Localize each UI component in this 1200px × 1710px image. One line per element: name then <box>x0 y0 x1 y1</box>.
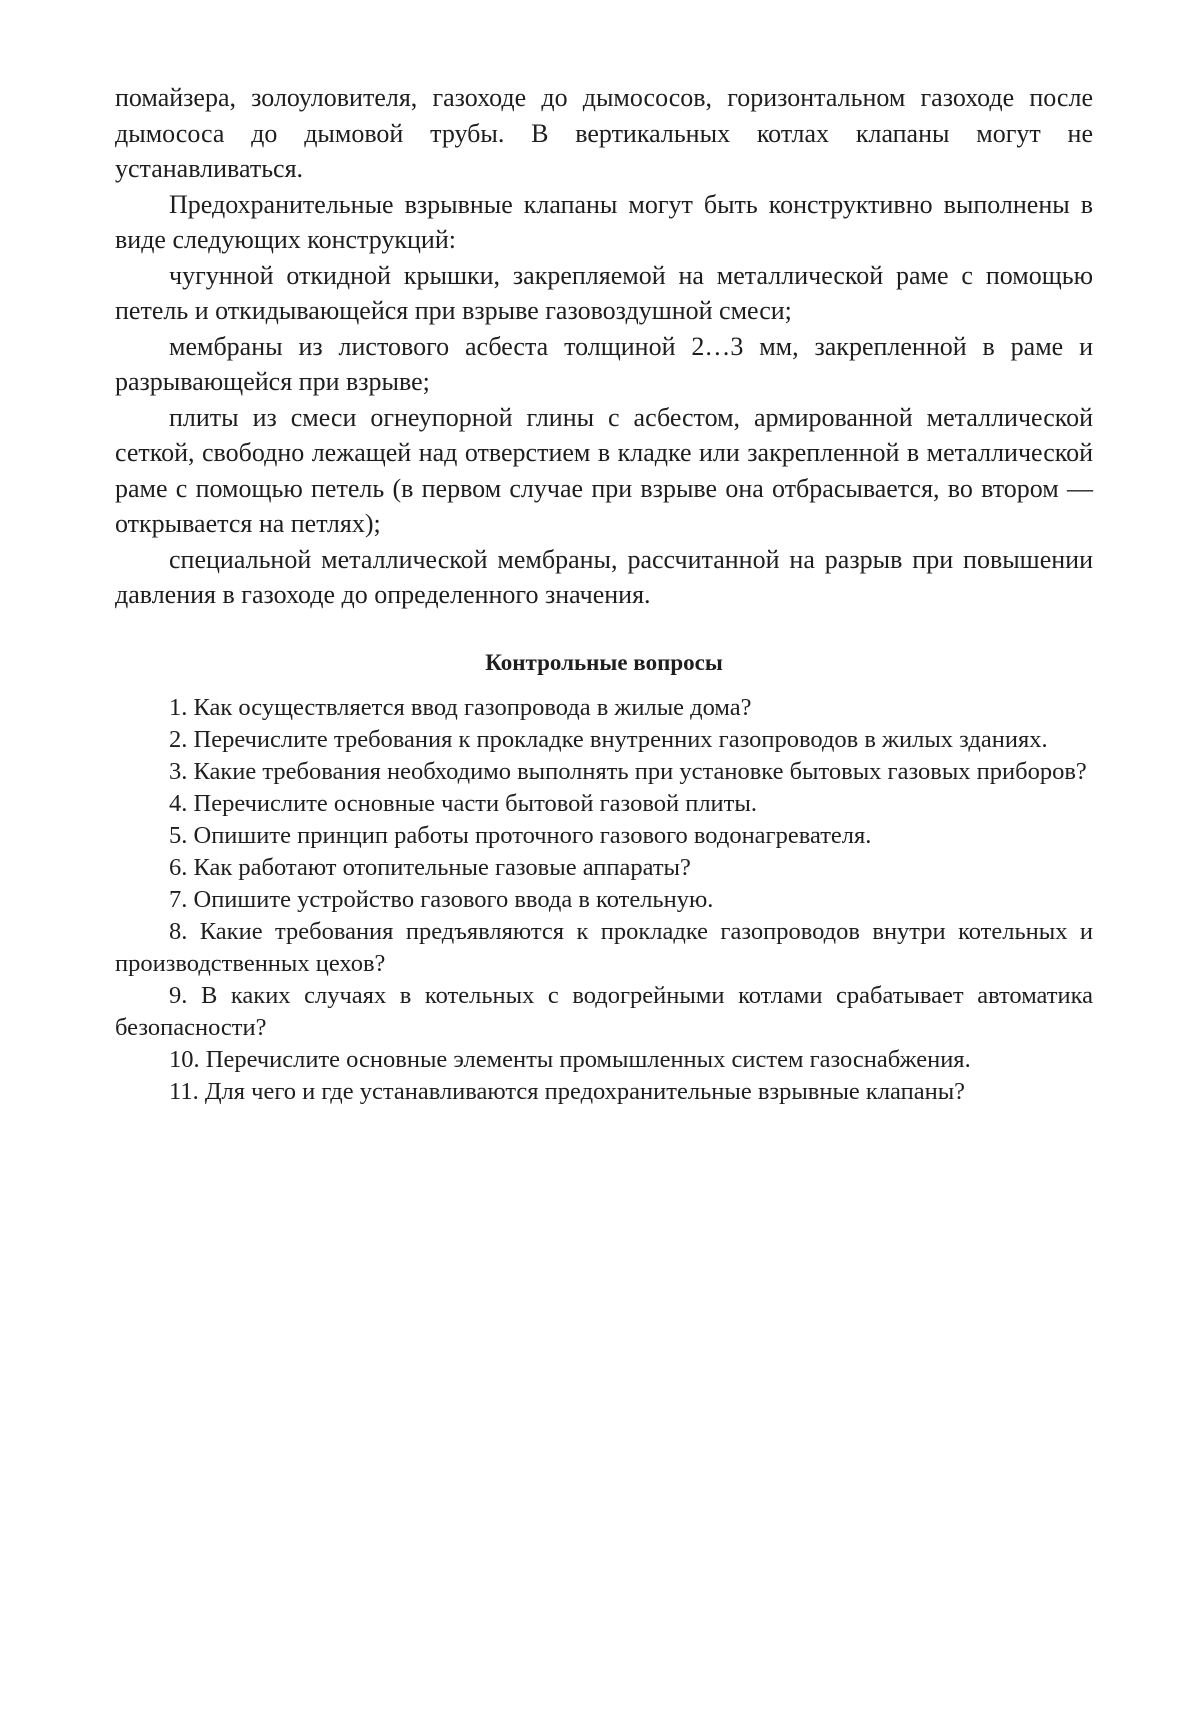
question-item: 9. В каких случаях в котельных с водогрейными котлами срабатывает автоматика безопасности? <box>115 981 1093 1041</box>
question-item: 2. Перечислите требования к прокладке внутренних газопроводов в жилых зданиях. <box>169 725 1048 753</box>
list-item: мембраны из листового асбеста толщиной 2…3 мм, закрепленной в раме и разрывающейся при взрыве; <box>115 331 1093 396</box>
question-item: 3. Какие требования необходимо выполнять при установке бытовых газовых приборов? <box>169 757 1087 785</box>
list-item: чугунной откидной крышки, закрепляемой на металлической раме с помощью петель и откидывающейся при взрыве газовоздушной смеси; <box>115 260 1093 325</box>
body-paragraph: помайзера, золоуловителя, газоходе до дымососов, горизонтальном газоходе после дымососа до дымовой трубы. В вертикальных котлах клапаны могут не устанавливаться. <box>115 83 1093 183</box>
section-heading: Контрольные вопросы <box>485 649 723 675</box>
question-item: 1. Как осуществляется ввод газопровода в жилые дома? <box>169 693 752 721</box>
question-item: 7. Опишите устройство газового ввода в котельную. <box>169 885 714 913</box>
list-item: специальной металлической мембраны, рассчитанной на разрыв при повышении давления в газоходе до определенного значения. <box>115 544 1093 609</box>
question-item: 8. Какие требования предъявляются к прокладке газопроводов внутри котельных и производственных цехов? <box>115 917 1093 977</box>
question-item: 5. Опишите принцип работы проточного газового водонагревателя. <box>169 821 872 849</box>
page-content <box>115 80 1093 1108</box>
question-item: 6. Как работают отопительные газовые аппараты? <box>169 853 691 881</box>
question-item: 4. Перечислите основные части бытовой газовой плиты. <box>169 789 757 817</box>
questions-list <box>115 692 1093 1108</box>
body-paragraph: Предохранительные взрывные клапаны могут быть конструктивно выполнены в виде следующих конструкций: <box>115 189 1093 254</box>
list-item: плиты из смеси огнеупорной глины с асбестом, армированной металлической сеткой, свободно лежащей над отверстием в кладке или закрепленной в металлической раме с помощью петель (в первом случае при взрыве она отбрасывается, во втором — открывается на петлях); <box>115 402 1093 538</box>
question-item: 11. Для чего и где устанавливаются предохранительные взрывные клапаны? <box>169 1077 966 1105</box>
question-item: 10. Перечислите основные элементы промышленных систем газоснабжения. <box>169 1045 971 1073</box>
